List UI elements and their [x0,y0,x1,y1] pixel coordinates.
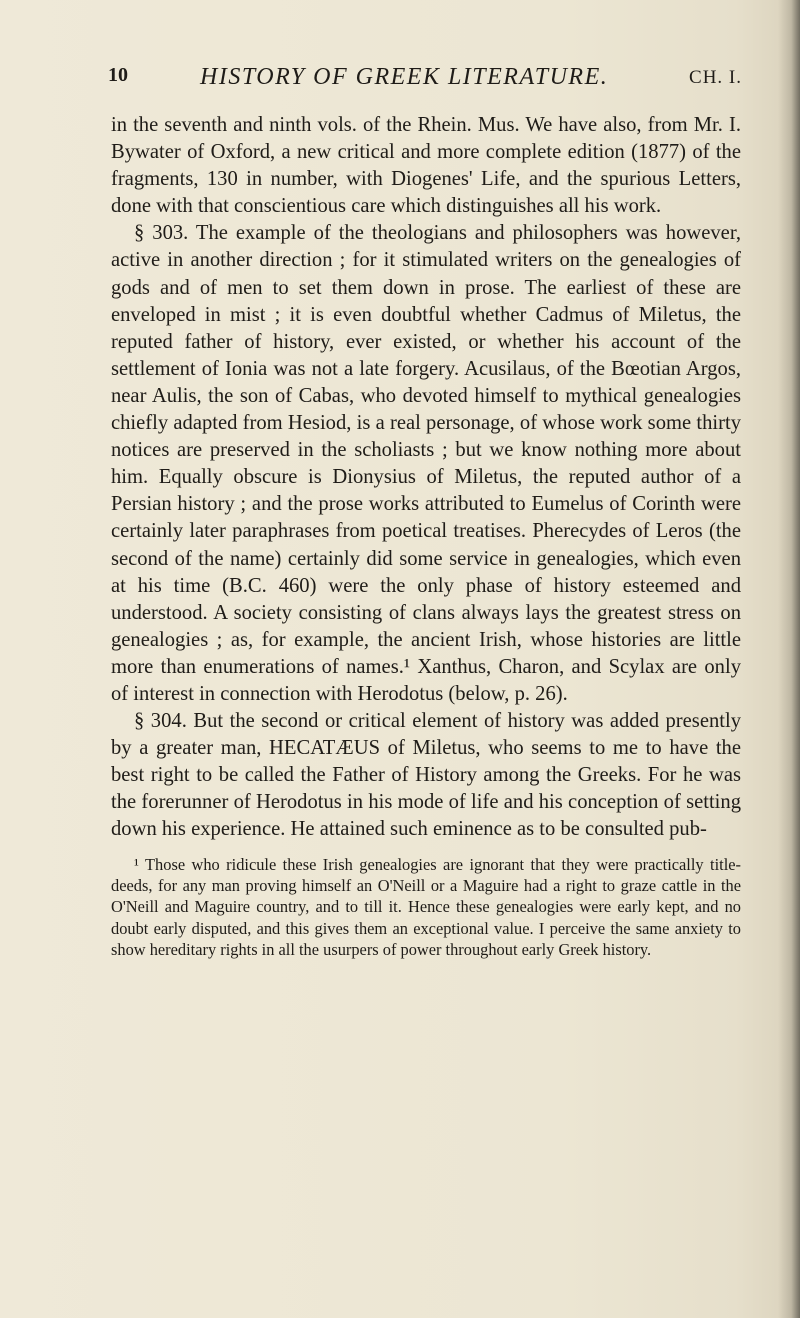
page-number: 10 [108,64,128,86]
paragraph-section-304: § 304. But the second or critical element of history was added presently by a greater man, HECATÆUS of Miletus, who seems to me to have the best right to be called the Father of History among the Greeks. For he was the forerunner of Herodotus in his mode of life and his conception of setting down his experience. He attained such eminence as to be consulted pub- [111,710,741,841]
running-title: HISTORY OF GREEK LITERATURE. [200,64,609,90]
paragraph-section-303: § 303. The example of the theologians and philosophers was however, active in another direction ; for it stimulated writers on the genealogies of gods and of men to set them down in prose. The earliest of these are enveloped in mist ; it is even doubtful whether Cadmus of Miletus, the reputed father of history, ever existed, or whether his account of the settlement of Ionia was not a late forgery. Acusilaus, of the Bœotian Argos, near Aulis, the son of Cabas, who devoted himself to mythical genealogies chiefly adapted from Hesiod, is a real personage, of whose work some thirty notices are preserved in the scholiasts ; but we know nothing more about him. Equally obscure is Dionysius of Miletus, the reputed author of a Persian history ; and the prose works attributed to Eumelus of Corinth were certainly later paraphrases from poetical treatises. Pherecydes of Leros (the second of the name) certainly did some service in genealogies, which even at his time (B.C. 460) were the only phase of history esteemed and understood. A society consisting of clans always lays the greatest stress on genealogies ; as, for example, the ancient Irish, whose histories are little more than enumerations of names.¹ Xanthus, Charon, and Scylax are only of interest in connection with Herodotus (below, p. 26). [111,222,741,705]
footnote: ¹ Those who ridicule these Irish genealogies are ignorant that they were practically title-deeds, for any man proving himself an O'Neill or a Maguire had a right to graze cattle in the O'Neill and Maguire country, and to till it. Hence these genealogies were early kept, and no doubt early disputed, and this gives them an exceptional value. I perceive the same anxiety to show hereditary rights in all the usurpers of power throughout early Greek history. [111,854,741,960]
body-text [111,112,741,977]
paragraph-continuation: in the seventh and ninth vols. of the Rhein. Mus. We have also, from Mr. I. Bywater of Oxford, a new critical and more complete edition (1877) of the fragments, 130 in number, with Diogenes' Life, and the spurious Letters, done with that conscientious care which distinguishes all his work. [111,114,741,218]
chapter-label: CH. I. [689,67,742,88]
page-header [108,64,742,98]
page-edge-shadow [778,0,800,1318]
